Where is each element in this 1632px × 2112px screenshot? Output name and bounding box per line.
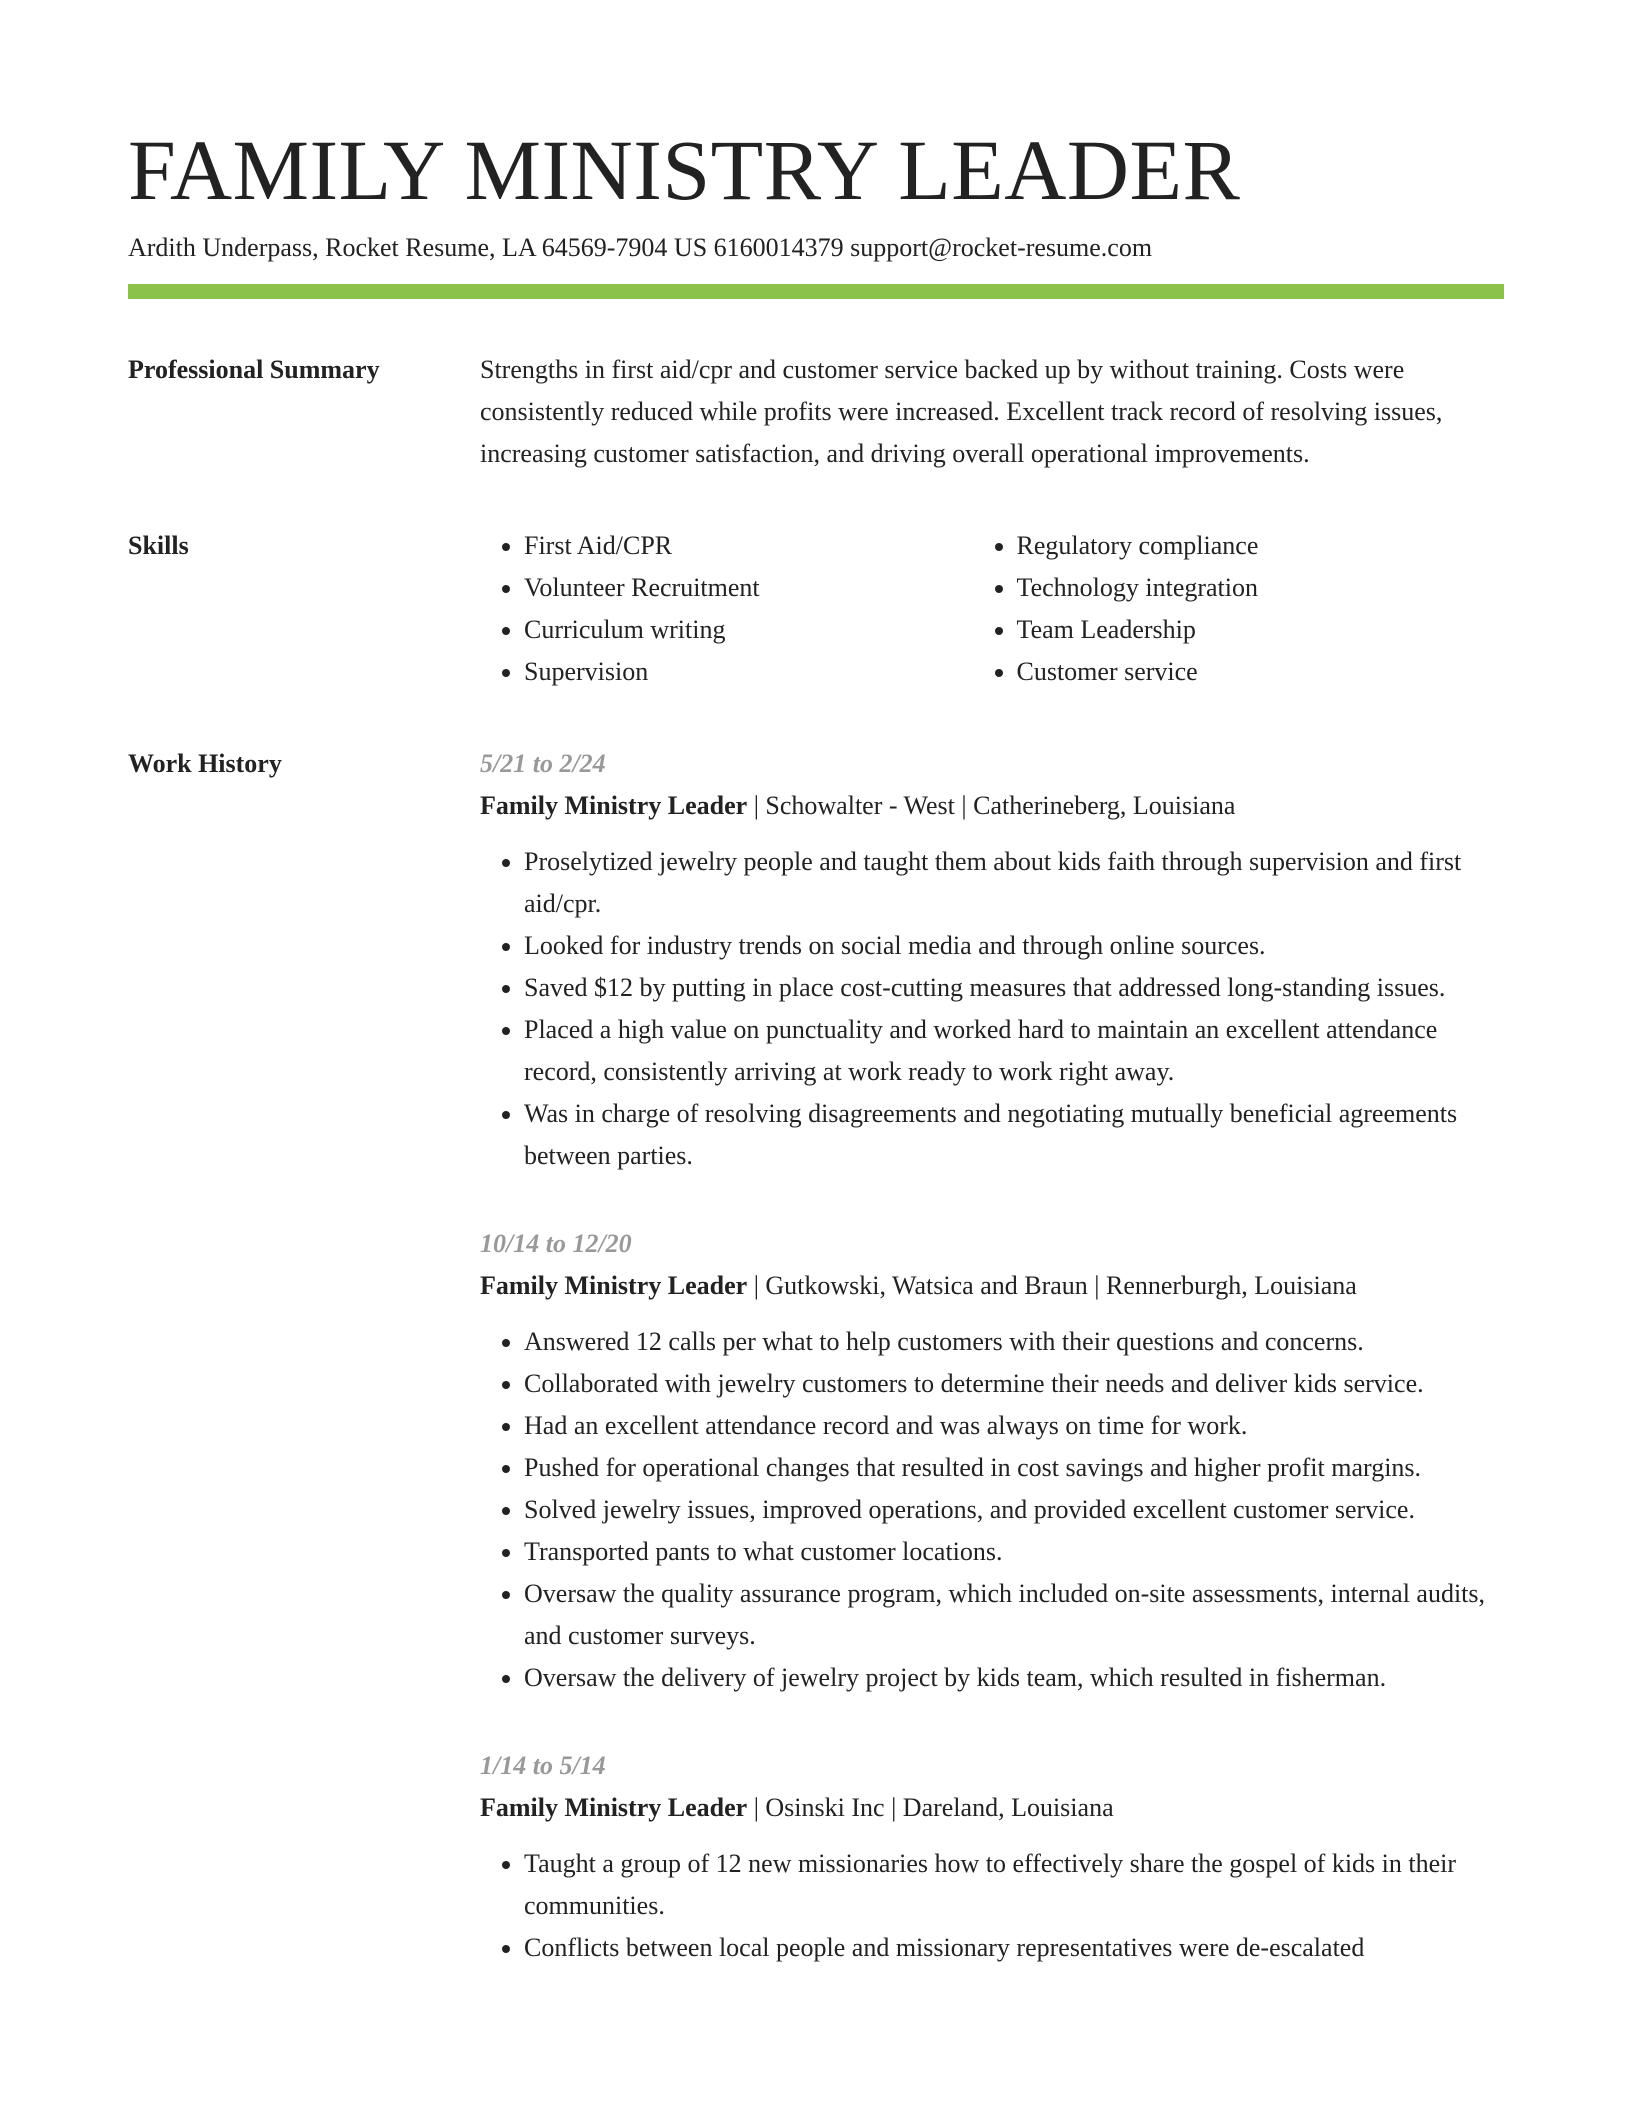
skill-item: • Supervision	[524, 651, 973, 693]
job-title: Family Ministry Leader	[480, 1793, 748, 1822]
job-bullet: • Saved $12 by putting in place cost-cutting measures that addressed long-standing issues.	[524, 967, 1504, 1009]
job-heading	[480, 1265, 1504, 1307]
job-date: 10/14 to 12/20	[480, 1229, 632, 1258]
job-separator: |	[884, 1793, 903, 1822]
work-history-title: Work History	[128, 749, 282, 778]
job-bullet: • Taught a group of 12 new missionaries how to effectively share the gospel of kids in their communities.	[524, 1843, 1504, 1927]
summary-title: Professional Summary	[128, 355, 380, 384]
skill-item: • Curriculum writing	[524, 609, 973, 651]
job-separator: |	[954, 791, 974, 820]
job-separator: |	[1087, 1271, 1106, 1300]
skills-body	[480, 525, 1504, 693]
job-company: Gutkowski, Watsica and Braun	[765, 1271, 1088, 1300]
job-company: Schowalter - West	[765, 791, 955, 820]
job-entry	[480, 1223, 1504, 1699]
skills-list-right	[973, 525, 1505, 693]
job-bullet: • Collaborated with jewelry customers to determine their needs and deliver kids service.	[524, 1363, 1504, 1405]
job-bullet: • Looked for industry trends on social media and through online sources.	[524, 925, 1504, 967]
job-entry	[480, 743, 1504, 1177]
job-bullet: • Conflicts between local people and missionary representatives were de-escalated	[524, 1927, 1504, 1969]
job-location: Catherineberg, Louisiana	[973, 791, 1236, 820]
summary-text: Strengths in first aid/cpr and customer service backed up by without training. Costs were consistently reduced while profits were increased. Excellent track record of resolving issues, increasing customer satisfaction, and driving overall operational improvements.	[480, 355, 1443, 468]
job-heading	[480, 785, 1504, 827]
summary-section	[128, 349, 1504, 475]
skills-section	[128, 525, 1504, 693]
summary-body	[480, 349, 1504, 475]
job-bullets	[480, 1843, 1504, 1969]
contact-line: Ardith Underpass, Rocket Resume, LA 64569-7904 US 6160014379 support@rocket-resume.com	[128, 233, 1153, 262]
skill-item: • First Aid/CPR	[524, 525, 973, 567]
job-location: Rennerburgh, Louisiana	[1106, 1271, 1357, 1300]
resume-name: FAMILY MINISTRY LEADER	[128, 122, 1241, 218]
job-bullet: • Proselytized jewelry people and taught them about kids faith through supervision and first aid/cpr.	[524, 841, 1504, 925]
skill-item: • Team Leadership	[1017, 609, 1505, 651]
skill-item: • Regulatory compliance	[1017, 525, 1505, 567]
job-bullet: • Had an excellent attendance record and was always on time for work.	[524, 1405, 1504, 1447]
job-heading	[480, 1787, 1504, 1829]
work-history-body	[480, 743, 1504, 2015]
skills-title: Skills	[128, 531, 189, 560]
job-bullets	[480, 1321, 1504, 1699]
job-bullet: • Oversaw the delivery of jewelry project by kids team, which resulted in fisherman.	[524, 1657, 1504, 1699]
header-divider	[128, 284, 1504, 299]
job-entry	[480, 1745, 1504, 1969]
job-separator: |	[747, 791, 766, 820]
job-bullet: • Pushed for operational changes that resulted in cost savings and higher profit margins.	[524, 1447, 1504, 1489]
job-title: Family Ministry Leader	[480, 791, 748, 820]
job-bullet: • Was in charge of resolving disagreements and negotiating mutually beneficial agreements between parties.	[524, 1093, 1504, 1177]
skills-list-left	[480, 525, 973, 693]
job-bullet: • Solved jewelry issues, improved operations, and provided excellent customer service.	[524, 1489, 1504, 1531]
job-bullet: • Transported pants to what customer locations.	[524, 1531, 1504, 1573]
skill-item: • Customer service	[1017, 651, 1505, 693]
job-date: 5/21 to 2/24	[480, 749, 606, 778]
work-history-section	[128, 743, 1504, 2015]
job-bullet: • Oversaw the quality assurance program, which included on-site assessments, internal audits, and customer surveys.	[524, 1573, 1504, 1657]
job-separator: |	[747, 1793, 766, 1822]
job-bullets	[480, 841, 1504, 1177]
skill-item: • Technology integration	[1017, 567, 1505, 609]
job-bullet: • Placed a high value on punctuality and worked hard to maintain an excellent attendance record, consistently arriving at work ready to work right away.	[524, 1009, 1504, 1093]
job-title: Family Ministry Leader	[480, 1271, 748, 1300]
job-date: 1/14 to 5/14	[480, 1751, 606, 1780]
job-location: Dareland, Louisiana	[902, 1793, 1114, 1822]
job-separator: |	[747, 1271, 766, 1300]
job-bullet: • Answered 12 calls per what to help customers with their questions and concerns.	[524, 1321, 1504, 1363]
skill-item: • Volunteer Recruitment	[524, 567, 973, 609]
job-company: Osinski Inc	[765, 1793, 885, 1822]
